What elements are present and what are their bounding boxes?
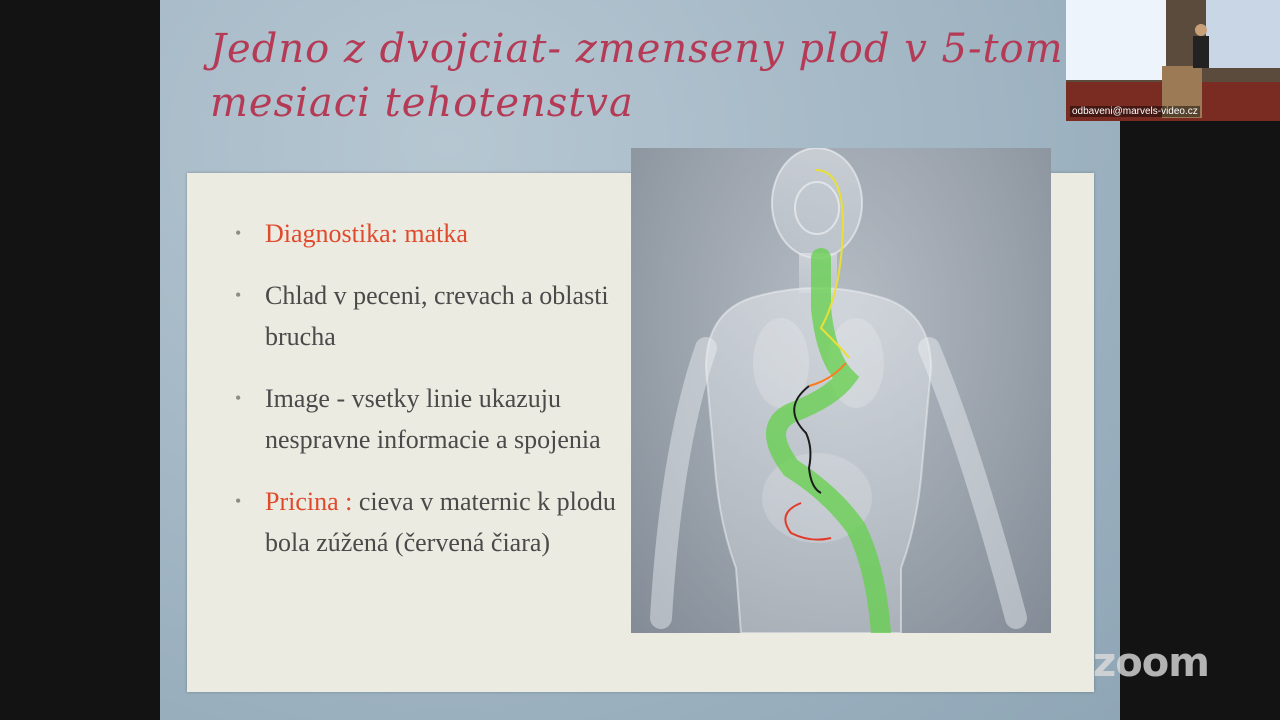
right-arm-shape	[929, 348, 1016, 618]
bullet-lead-text: Diagnostika: matka	[265, 219, 468, 248]
bullet-item	[237, 275, 617, 357]
bullet-marker: •	[235, 388, 242, 408]
speaker-figure	[1066, 0, 1280, 121]
body-xray-image	[631, 148, 1051, 633]
slide-title-line-2: mesiaci tehotenstva	[210, 80, 634, 126]
webcam-email-label: odbaveni@marvels-video.cz	[1072, 106, 1198, 117]
anatomy-illustration	[631, 148, 1051, 633]
bullet-item	[237, 481, 617, 563]
bullet-lead-text: Pricina :	[265, 487, 353, 516]
bullet-marker: •	[235, 491, 242, 511]
zoom-watermark-logo: zoom	[1093, 640, 1209, 686]
head-shape	[772, 148, 862, 258]
bullet-marker: •	[235, 223, 242, 243]
bullet-text: Image - vsetky linie ukazuju nespravne informacie a spojenia	[265, 384, 601, 454]
bullet-list	[237, 213, 617, 584]
speaker-video-thumbnail[interactable]	[1066, 0, 1280, 121]
bullet-marker: •	[235, 285, 242, 305]
presentation-slide	[160, 0, 1120, 720]
bullet-item	[237, 213, 617, 254]
bullet-item	[237, 378, 617, 460]
slide-title	[210, 22, 1090, 130]
slide-title-line-1: Jedno z dvojciat- zmenseny plod v 5-tom	[210, 26, 1064, 72]
speaker-body-shape	[1193, 36, 1209, 68]
left-arm-shape	[661, 348, 706, 618]
bullet-text: cieva v maternic k plodu bola zúžená (červená čiara)	[265, 487, 616, 557]
speaker-head-shape	[1195, 24, 1207, 36]
bullet-text: Chlad v peceni, crevach a oblasti brucha	[265, 281, 609, 351]
